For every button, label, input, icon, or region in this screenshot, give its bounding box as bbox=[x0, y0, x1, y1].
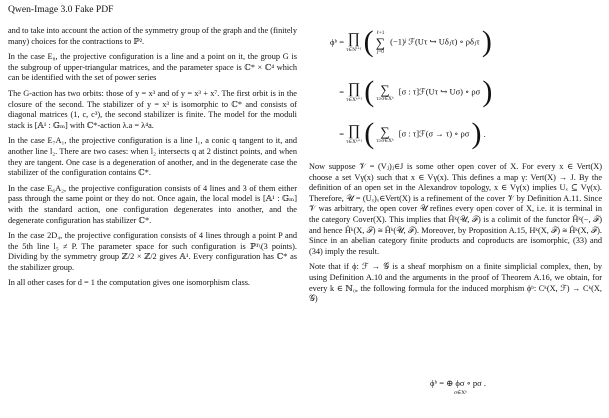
equation-line-2: = ∏ τ∈Xᵏ⁺¹ ( ∑ τ≥σ∈Xᵏ [σ : τ]ℱ(Uτ ↪ Uσ) ∘ ρσ ) bbox=[339, 75, 493, 108]
left-column bbox=[8, 26, 297, 294]
equation-line-3: = ∏ τ∈Xᵏ⁺¹ ( ∑ τ≥σ∈Xᵏ [σ : τ]ℱ(σ → τ) ∘ ρσ ) . bbox=[339, 117, 486, 150]
product-operator: ∏ τ∈Xᵏ⁺¹ bbox=[346, 80, 363, 103]
paragraph: In the case E₇A₁, the projective configuration is a line l₁, a conic q tangent to it, and another line l₂. There are two cases: when l₂ intersects q at 2 distinct points, and when they are tangent. One case is a degeneration of another, and in the degenerate case the stabilizer of the configuration contains ℂ*. bbox=[8, 136, 297, 178]
product-operator: ∏ τ∈Nⁱ⁺¹ bbox=[346, 30, 362, 53]
equation-body: [σ : τ]ℱ(Uτ ↪ Uσ) ∘ ρσ bbox=[398, 86, 481, 97]
paragraph: In the case E₈, the projective configuration is a line and a point on it, the group G is the subgroup of upper-triangular matrices, and the parameter space is ℂ* × ℂ⁴ which can be identified with the set of power series bbox=[8, 52, 297, 83]
equation-body: [σ : τ]ℱ(σ → τ) ∘ ρσ bbox=[398, 128, 470, 139]
paragraph: The G-action has two orbits: those of y = x³ and of y = x³ + x⁷. The first orbit is in the closure of the second. The stabilizer of y = x³ is isomorphic to ℂ* and consists of diagonal matrices (1, c, c³), the second stabilizer is finite. The model for the moduli stack is [𝔸¹ : 𝔾ₘ] with ℂ*-action λ.a = λ⁴a. bbox=[8, 88, 297, 130]
equation-lhs: ϕᵇ = bbox=[330, 37, 345, 47]
paragraph: and to take into account the action of the symmetry group of the graph and the (finitely many) choices for the contractions to ℙ². bbox=[8, 26, 297, 46]
right-column bbox=[309, 162, 602, 310]
paragraph: In the case E₆A₂, the projective configuration consists of 4 lines and 3 of them either pass through the same point or they do not. Once again, the local model is [𝔸¹ : 𝔾ₘ] with the standard action, one configuration degenerates into another, and the degenerate configuration has stabilizer ℂ*. bbox=[8, 183, 297, 225]
paragraph: In the case 2D₄, the projective configuration consists of 4 lines through a point P and the 5th line l₅ ≠ P. The parameter space for such configuration is ℙ¹\(3 points). Dividing by the symmetry group ℤ/2 × ℤ/2 gives 𝔸¹. Every configuration has ℂ* as the stabilizer group. bbox=[8, 231, 297, 272]
paragraph: In all other cases for d = 1 the computation gives one isomorphism class. bbox=[8, 278, 251, 288]
product-operator: ∏ τ∈Xᵏ⁺¹ bbox=[346, 122, 363, 145]
final-equation: ϕᵇ = ⊕ ϕσ ∘ pσ . σ∈Xᵏ bbox=[430, 378, 486, 396]
sum-operator: ∑ τ≥σ∈Xᵏ bbox=[376, 123, 394, 144]
equation-line-1: ϕᵇ = ∏ τ∈Nⁱ⁺¹ ( ℓ+1 ∑ j=0 (−1)ʲ ℱ(Uτ ↪ Uδⱼτ) ∘ ρδⱼτ ) bbox=[330, 25, 492, 58]
paragraph: Now suppose 𝒱 = (Vⱼ)ⱼ∈J is some other open cover of X. For every x ∈ Vert(X) choose a set Vγ(x) such that x ∈ Vγ(x). This defines a map γ: Vert(X) → J. By the definition of an open set in the Alexandrov topology, x ∈ Vγ(x) implies Uₓ ⊆ Vγ(x). Therefore, 𝒰 = (Uₓ)ₓ∈Vert(X) is a refinement of the cover 𝒱 by Definition A.11. Since 𝒱 was arbitrary, the open cover 𝒰 refines every open cover of X, i.e. it is terminal in the category Cover(X). This implies that Ĥᵏ(𝒰, ℱ) is a colimit of the functor Ĥᵏ(−, ℱ) and hence Ĥᵏ(X, ℱ) ≅ Ĥᵏ(𝒰, ℱ). Moreover, by Proposition A.15, Hᵏ(X, ℱ) ≅ Ĥᵏ(X, ℱ). Since in an abelian category finite products and coproducts are isomorphic, (33) and (34) imply the result. bbox=[309, 162, 602, 256]
sum-operator: ℓ+1 ∑ j=0 bbox=[375, 29, 386, 55]
page-header: Qwen-Image 3.0 Fake PDF bbox=[8, 4, 114, 15]
paragraph: Note that if ϕ: ℱ → 𝒢 is a sheaf morphism on a finite simplicial complex, then, by using Definition A.10 and the arguments in the proof of Theorem A.16, we obtain, for every k ∈ ℕ₀, the following formula for the induced morphism ϕᵇ: Cᵏ(X, ℱ) → Cᵏ(X, 𝒢) bbox=[309, 262, 602, 304]
sum-operator: ∑ τ≥σ∈Xᵏ bbox=[376, 81, 394, 102]
equation-body: (−1)ʲ ℱ(Uτ ↪ Uδⱼτ) ∘ ρδⱼτ bbox=[390, 36, 480, 47]
equation-block bbox=[330, 22, 600, 162]
